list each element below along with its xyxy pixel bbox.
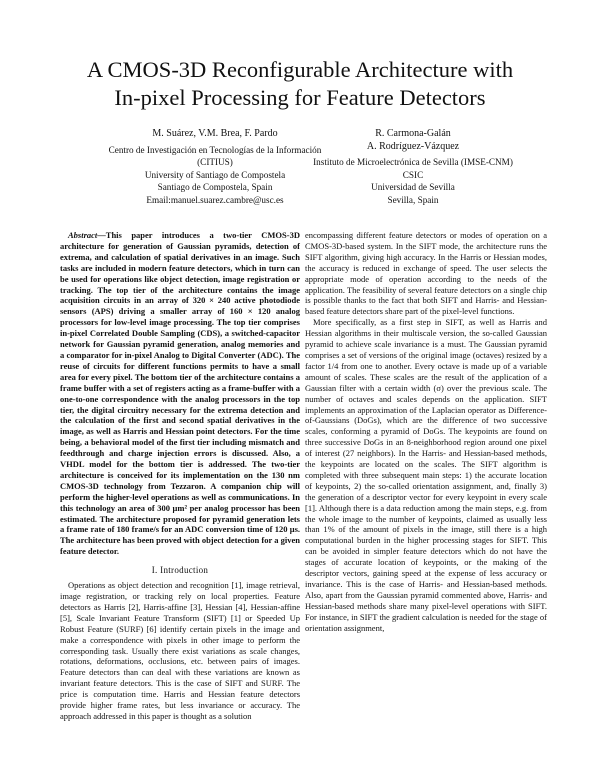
left-column xyxy=(60,230,300,722)
introduction-paragraph: Operations as object detection and recognition [1], image retrieval, image registration, or tracking rely on local properties. Feature detectors as Harris [2], Harris-affine [3], Hessian [4], Hessian-affine [5], Scale Invariant Feature Transform (SIFT) [1] or Speeded Up Robust Feature (SURF) [6] identify certain pixels in the image and make a correspondence with pixels in other image to perform the corresponding task. Usually there exist variations as scale changes, rotations, deformations, occlusions, etc. between pairs of images. Feature detectors than can deal with these variations are known as invariant feature detectors. This is the case of SIFT and SURF. The price is computation time. Harris and Hessian feature detectors provide higher frame rates, but less invariance or accuracy. The approach addressed in this paper is thought as a solution xyxy=(60,580,300,721)
abstract-lead: Abstract xyxy=(68,230,98,240)
body-paragraph-2: More specifically, as a first step in SIFT, as well as Harris and Hessian algorithms in their multiscale version, the so-called Gaussian pyramid to achieve scale invariance is a must. The Gaussian pyramid comprises a set of versions of the original image (octaves) resized by a factor 1/4 from one to another. Every octave is made up of a variable amount of scales. These scales are the result of the application of a Gaussian filter with a certain width (σ) over the previous scale. The number of octaves and scales depends on the application. SIFT implements an approximation of the Laplacian operator as Difference-of-Gaussians (DoGs), which are the difference of two successive scales, conforming a pyramid of DoGs. The keypoints are found on three successive DoGs in an 8-neighborhood region around one pixel of interest (27 neighbors). In the Harris- and Hessian-based methods, the keypoints are located on the scales. The SIFT algorithm is completed with three subsequent main steps: 1) the accurate location of keypoints, 2) the so-called orientation assignment, and, finally 3) the generation of a descriptor vector for every keypoint in every scale [1]. Although there is a data reduction among the main steps, e.g. from the whole image to the number of keypoints, claimed as usually less than 1% of the amount of pixels in the image, still there is a high computational burden in the higher processing stages for SIFT. This can be avoided in simpler feature detectors which do not have the stages of accurate location of keypoints, or the making of the descriptor vectors, gaining speed at the expense of less accuracy or invariance. This is the case of Harris- and Hessian-based methods. Also, apart from the Gaussian pyramid commented above, Harris- and Hessian-based methods share many pixel-level operations with SIFT. For instance, in SIFT the gradient calculation is needed for the stage of orientation assignment, xyxy=(305,317,547,633)
author-names-right-1: R. Carmona-Galán xyxy=(375,128,451,139)
affiliation-line: (CITIUS) xyxy=(197,157,233,167)
affiliation-line: University of Santiago de Compostela xyxy=(144,169,286,180)
section-heading-introduction: I. Introduction xyxy=(151,565,209,576)
affiliation-line: Santiago de Compostela, Spain xyxy=(157,182,273,192)
author-names-right-2: A. Rodríguez-Vázquez xyxy=(366,140,460,152)
affiliation-line: Sevilla, Spain xyxy=(387,194,439,205)
affiliation-line: Centro de Investigación en Tecnologías de la Información xyxy=(108,144,322,155)
abstract-text: —This paper introduces a two-tier CMOS-3D architecture for generation of Gaussian pyramids, detection of extrema, and calculation of spatial derivatives in an image. Such tasks are included in modern feature detectors, which in turn can be used for operations like object detection, image registration or tracking. The top tier of the architecture contains the image acquisition circuits in an array of 320 × 240 active photodiode sensors (APS) driving a smaller array of 160 × 120 analog processors for low-level image processing. The top tier comprises in-pixel Correlated Double Sampling (CDS), a switched-capacitor network for Gaussian pyramid generation, analog memories and a comparator for in-pixel Analog to Digital Converter (ADC). The reuse of circuits for different functions permits to have a small area for every pixel. The bottom tier of the architecture contains a frame buffer with a set of registers acting as a frame-buffer with a one-to-one correspondence with the analog processors in the top tier, the digital circuitry necessary for the extrema detection and the calculation of the first and second spatial derivatives in the image, as well as Harris and Hessian point detectors. For the time being, a behavioral model of the first tier including mismatch and feedthrough and charge injection errors is discussed. Also, a VHDL model for the bottom tier is addressed. The two-tier architecture is conceived for its implementation on the 130 nm CMOS-3D technology from Tezzaron. A companion chip will perform the higher-level operations as well as communications. In this technology an area of 300 μm² per analog processor has been estimated. The architecture proposed for pyramid generation lets a frame rate of 180 frame/s for an ADC conversion time of 120 μs. The architecture has been proved with object detection for a given feature detector. xyxy=(60,230,300,557)
abstract xyxy=(60,230,300,557)
title-line-1: A CMOS-3D Reconfigurable Architecture with xyxy=(86,57,514,82)
affiliation-line: CSIC xyxy=(402,169,424,180)
affiliation-line: Universidad de Sevilla xyxy=(371,182,455,192)
paper-title xyxy=(40,56,560,112)
right-column xyxy=(305,230,547,634)
author-email: Email:manuel.suarez.cambre@usc.es xyxy=(146,194,284,205)
title-line-2: In-pixel Processing for Feature Detectors xyxy=(114,85,486,110)
body-paragraph-1: encompassing different feature detectors or modes of operation on a CMOS-3D-based system. In the SIFT mode, the architecture runs the SIFT algorithm, giving high accuracy. In the Harris or Hessian modes, the accuracy is reduced in exchange of speed. The user selects the appropriate mode of operation according to the needs of the application. The feasibility of several feature detectors on a single chip is possible thanks to the fact that both SIFT and Harris- and Hessian-based feature detectors share part of the pixel-level functions. xyxy=(305,230,547,317)
author-block-right xyxy=(300,128,526,206)
affiliation-line: Instituto de Microelectrónica de Sevilla (IMSE-CNM) xyxy=(313,157,513,167)
author-names-left: M. Suárez, V.M. Brea, F. Pardo xyxy=(152,128,278,139)
